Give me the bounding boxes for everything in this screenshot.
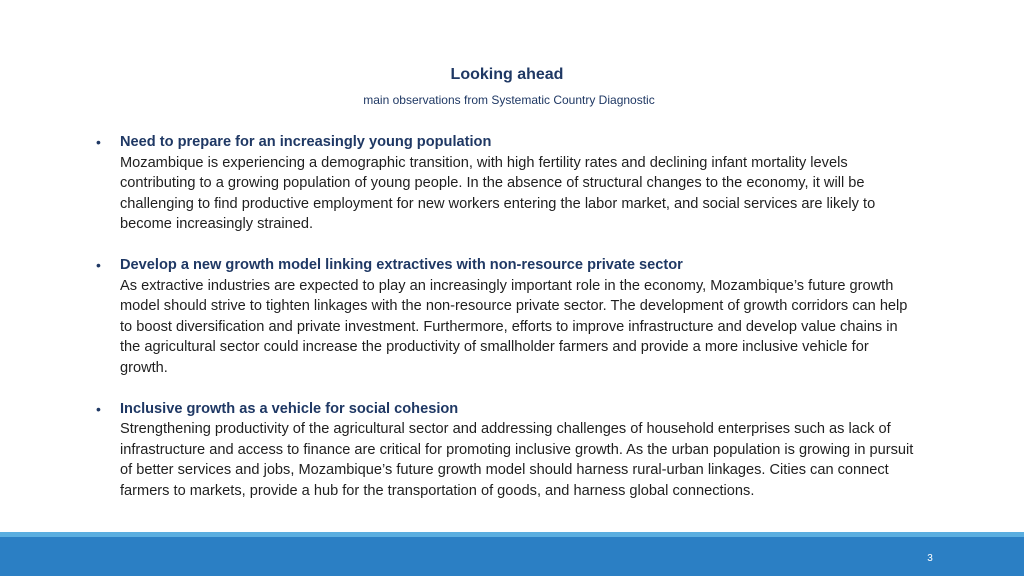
bullet-body: Mozambique is experiencing a demographic transition, with high fertility rates and declining infant mortality levels contributing to a growing population of young people. In the absence of structural changes to the economy, it will be challenging to find productive employment for new workers entering the labor market, and social services are likely to become increasingly strained. xyxy=(120,154,876,233)
bullet-list xyxy=(96,132,916,522)
bullet-item-young-population xyxy=(96,132,916,235)
bullet-item-growth-model xyxy=(96,255,916,379)
bullet-body: As extractive industries are expected to play an increasingly important role in the economy, Mozambique’s future growth model should strive to tighten linkages with the non-resource private sector. The development of growth corridors can help to boost diversification and private investment. Furthermore, efforts to improve infrastructure and develop value chains in the agricultural sector could increase the productivity of smallholder farmers and provide a more inclusive vehicle for growth. xyxy=(120,277,908,376)
bullet-heading: Inclusive growth as a vehicle for social cohesion xyxy=(120,400,459,417)
slide-subtitle: main observations from Systematic Country Diagnostic xyxy=(363,93,655,107)
bullet-dot-icon: • xyxy=(96,134,101,150)
bullet-heading: Develop a new growth model linking extractives with non-resource private sector xyxy=(120,256,683,273)
bullet-item-social-cohesion xyxy=(96,399,916,502)
bullet-heading: Need to prepare for an increasingly young population xyxy=(120,134,492,150)
slide-title: Looking ahead xyxy=(450,66,564,83)
page-number: 3 xyxy=(927,553,933,564)
bullet-dot-icon: • xyxy=(96,400,101,417)
footer-band xyxy=(0,537,1024,576)
bullet-dot-icon: • xyxy=(96,256,101,273)
bullet-body: Strengthening productivity of the agricultural sector and addressing challenges of household enterprises such as lack of infrastructure and access to finance are critical for promoting inclusive growth. As the urban population is growing in pursuit of better services and jobs, Mozambique’s future growth model should harness rural-urban linkages. Cities can connect farmers to markets, provide a hub for the transportation of goods, and harness global connections. xyxy=(120,421,914,499)
